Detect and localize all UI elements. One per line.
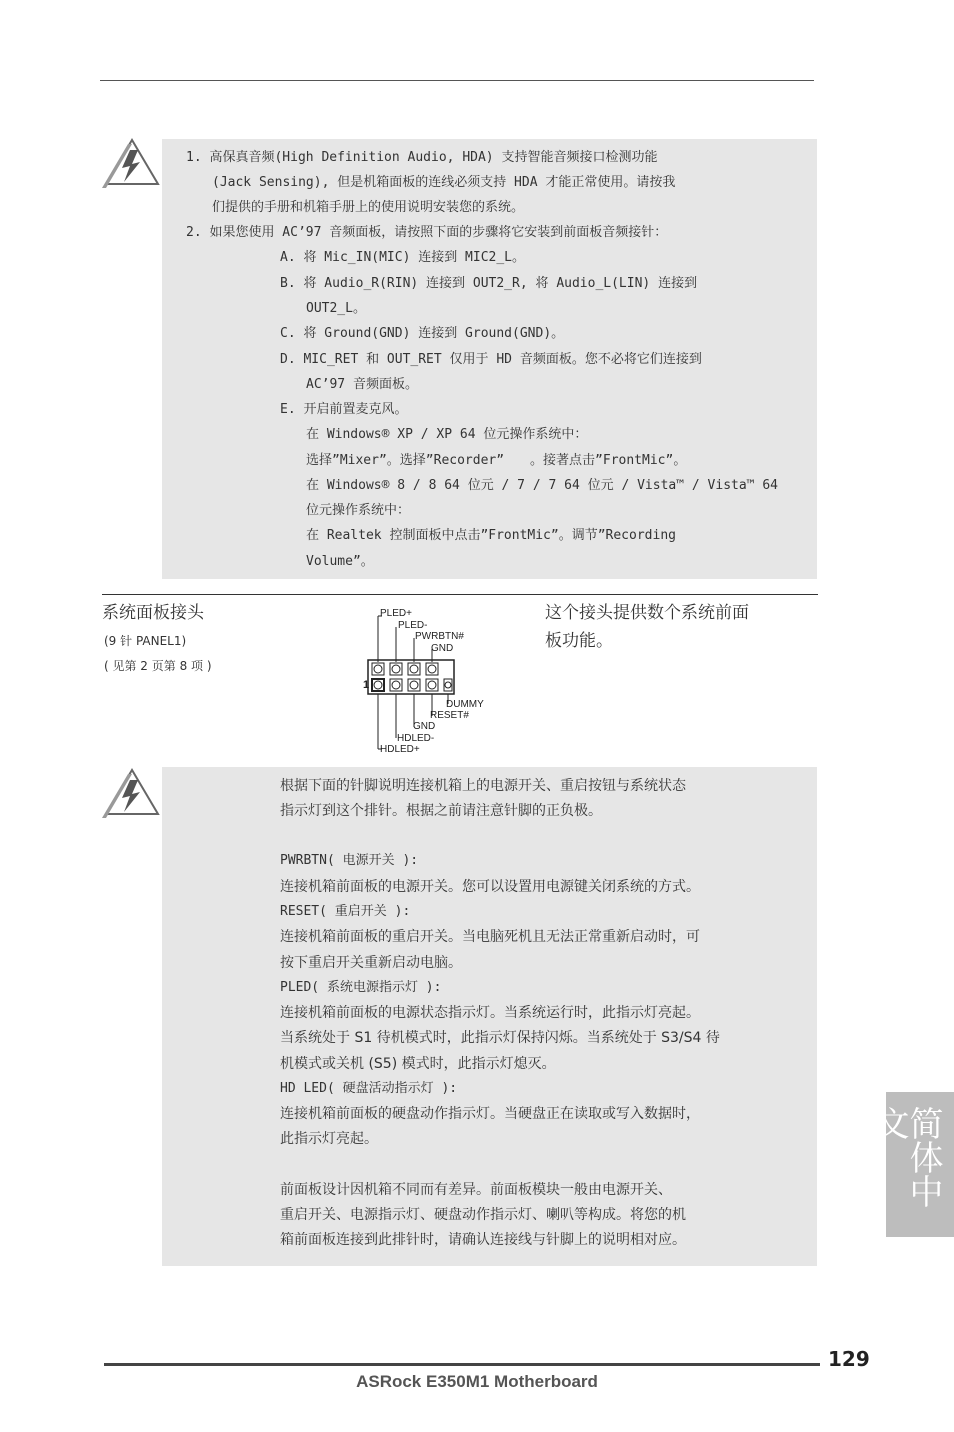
note-line: 连接机箱前面板的硬盘动作指示灯。当硬盘正在读取或写入数据时，	[280, 1106, 700, 1122]
note-line: (Jack Sensing), 但是机箱面板的连线必须支持 HDA 才能正常使用。请按我	[212, 175, 676, 190]
note-line: PLED( 系统电源指示灯 ):	[280, 980, 442, 995]
pin-label: GND	[431, 643, 454, 654]
language-tab	[869, 1092, 954, 1237]
note-line: 连接机箱前面板的电源开关。您可以设置用电源键关闭系统的方式。	[280, 879, 700, 895]
note-line: B. 将 Audio_R(RIN) 连接到 OUT2_R, 将 Audio_L(LIN) 连接到	[280, 276, 698, 291]
panel-description: 板功能。	[545, 631, 613, 651]
warning-icon	[100, 136, 160, 190]
note-line: 当系统处于 S1 待机模式时，此指示灯保持闪烁。当系统处于 S3/S4 待	[280, 1030, 720, 1046]
note-line: Volume”。	[306, 554, 374, 569]
language-tab-label: 简体中文	[869, 1106, 943, 1208]
page-number: 129	[828, 1347, 870, 1371]
note-line: 们提供的手册和机箱手册上的使用说明安装您的系统。	[212, 200, 525, 215]
panel-description: 这个接头提供数个系统前面	[545, 603, 749, 623]
pin-label: RESET#	[430, 710, 469, 721]
pin-label: HDLED-	[397, 733, 435, 744]
section-rule	[102, 594, 818, 595]
note-line: 指示灯到这个排针。根据之前请注意针脚的正负极。	[280, 803, 602, 819]
warning-icon	[100, 766, 160, 820]
pin-one-label: 1	[363, 679, 370, 691]
note-line: 位元操作系统中：	[306, 503, 411, 518]
note-line: 机模式或关机 (S5) 模式时，此指示灯熄灭。	[280, 1056, 556, 1072]
note-line: 连接机箱前面板的电源状态指示灯。当系统运行时，此指示灯亮起。	[280, 1005, 700, 1021]
note-line: 在 Windows® XP / XP 64 位元操作系统中：	[306, 427, 588, 442]
note-line: 根据下面的针脚说明连接机箱上的电源开关、重启按钮与系统状态	[280, 778, 686, 794]
note-line: 1. 高保真音频(High Definition Audio, HDA) 支持智能音频接口检测功能	[186, 150, 658, 165]
note-line: E. 开启前置麦克风。	[280, 402, 408, 417]
panel-header-pins: (9 针 PANEL1)	[104, 634, 187, 648]
note-line: 箱前面板连接到此排针时，请确认连接线与针脚上的说明相对应。	[280, 1232, 686, 1248]
pin-label: DUMMY	[446, 699, 484, 710]
footer-title: ASRock E350M1 Motherboard	[356, 1372, 598, 1391]
panel-header-title: 系统面板接头	[102, 603, 204, 623]
note-line: PWRBTN( 电源开关 ):	[280, 853, 419, 868]
note-line: OUT2_L。	[306, 301, 366, 316]
note-line: RESET( 重启开关 ):	[280, 904, 411, 919]
note-line: HD LED( 硬盘活动指示灯 ):	[280, 1081, 458, 1096]
note-line: 在 Realtek 控制面板中点击”FrontMic”。调节”Recording	[306, 528, 676, 543]
note-line: AC’97 音频面板。	[306, 377, 418, 392]
note-line: 按下重启开关重新启动电脑。	[280, 955, 462, 971]
note-line: 重启开关、电源指示灯、硬盘动作指示灯、喇叭等构成。将您的机	[280, 1207, 686, 1223]
note-line: A. 将 Mic_IN(MIC) 连接到 MIC2_L。	[280, 250, 526, 265]
bottom-rule	[104, 1363, 820, 1366]
pin-label: PLED+	[380, 608, 412, 619]
note-line: 2. 如果您使用 AC’97 音频面板，请按照下面的步骤将它安装到前面板音频接针：	[186, 225, 668, 240]
note-line: 在 Windows® 8 / 8 64 位元 / 7 / 7 64 位元 / Vista™ / Vista™ 64	[306, 478, 778, 493]
note-line: 此指示灯亮起。	[280, 1131, 378, 1147]
note-line: 前面板设计因机箱不同而有差异。前面板模块一般由电源开关、	[280, 1182, 672, 1198]
pin-label: HDLED+	[380, 744, 420, 755]
note-line: D. MIC_RET 和 OUT_RET 仅用于 HD 音频面板。您不必将它们连接到	[280, 352, 702, 367]
note-line: C. 将 Ground(GND) 连接到 Ground(GND)。	[280, 326, 565, 341]
pin-label: PWRBTN#	[415, 631, 464, 642]
top-rule	[100, 80, 814, 81]
panel-header-ref: ( 见第 2 页第 8 项 )	[104, 659, 212, 673]
note-line: 选择”Mixer”。选择”Recorder” 。接著点击”FrontMic”。	[306, 453, 687, 468]
pin-label: GND	[413, 721, 436, 732]
pin-label: PLED-	[398, 620, 428, 631]
note-line: 连接机箱前面板的重启开关。当电脑死机且无法正常重新启动时，可	[280, 929, 700, 945]
